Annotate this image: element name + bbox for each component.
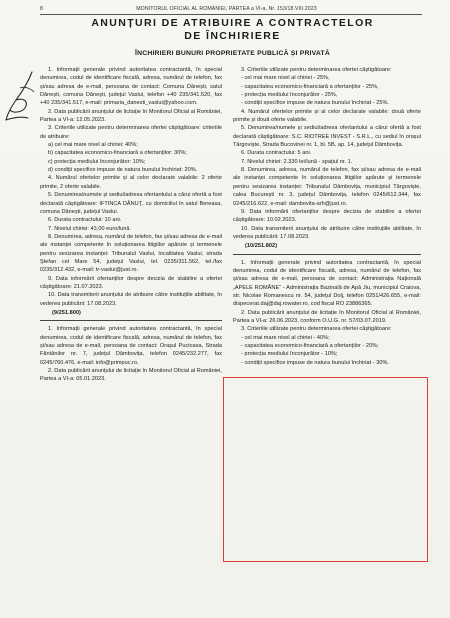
criteria-item: - condiții specifice impuse de natura bunului închiriat - 30%. <box>241 359 390 366</box>
section-subtitle: ÎNCHIRIERI BUNURI PROPRIETATE PUBLICĂ ȘI PRIVATĂ <box>135 50 330 57</box>
criteria-item: - protecția mediului înconjurător - 10%; <box>241 351 338 358</box>
highlight-annotation-box <box>223 377 428 562</box>
notice-paragraph: 1. Informații generale privind autoritatea contractantă, în special denumirea, codul de identificare fiscală, adresa, numărul de telefon, fax și/sau adresa de e-mail, persoana de contact: Administrația Națională „APELE ROMÂNE” - Administrația Bazinală de Apă Jiu, municipiul Craiova, str. Nicolae Romanescu nr. 54, județul Dolj, telefon 0251/426.655, e-mail: dispecerat.daj@daj.rowater.ro, cod fiscal RO 23886365. <box>233 259 421 308</box>
handwritten-signature <box>2 70 44 130</box>
notice-paragraph: c) protecția mediului înconjurător: 10%; <box>48 158 146 165</box>
notice-paragraph: 2. Data publicării anunțului de licitație în Monitorul Oficial al României, Partea a VI-a: 12.05.2023. <box>40 108 222 124</box>
notice-paragraph: d) condiții specifice impuse de natura bunului închiriat: 20%. <box>48 167 198 174</box>
section-divider <box>40 320 222 321</box>
notice-paragraph: 4. Numărul ofertelor primite și al celor declarate valabile: 2 oferte primite, 2 oferte valabile. <box>40 175 222 190</box>
criteria-item: - cel mai mare nivel al chiriei - 40%; <box>241 334 330 341</box>
notice-reference: (10/251.802) <box>245 243 278 250</box>
notice-paragraph: 5. Denumirea/numele și sediul/adresa ofertantului a cărui ofertă a fost declarată câștigătoare: IFTINCA DĂNUȚ, cu domiciliul în satul Bereasa, comuna Dănești, județul Vaslui. <box>40 192 222 215</box>
notice-paragraph: 1. Informații generale privind autoritatea contractantă, în special denumirea, codul de identificare fiscală, adresa, numărul de telefon, fax și/sau adresa de e-mail, persoana de contact: Comuna Dănești, satul Dănești, comuna Dănești, județul Vaslui, telefon +40 235/341.520, fax +40 235/341.517, e-mail: primaria_danesti_vaslui@yahoo.com. <box>40 67 222 107</box>
criteria-item: - capacitatea economico-financiară a ofertanților - 25%, <box>241 83 379 90</box>
criteria-item: - protecția mediului înconjurător - 25%, <box>241 92 338 99</box>
notice-paragraph: 10. Data transmiterii anunțului de atribuire către instituțiile abilitate, în vederea publicării: 17.08.2023. <box>40 292 222 307</box>
criteria-item: - cel mai mare nivel al chiriei - 25%, <box>241 75 330 82</box>
page-header <box>40 6 420 12</box>
publication-header: MONITORUL OFICIAL AL ROMÂNIEI, PARTEA a VI-a, Nr. 153/18.VIII.2023 <box>136 6 317 12</box>
document-title-line-1: ANUNȚURI DE ATRIBUIRE A CONTRACTELOR <box>91 17 374 29</box>
page-number: 8 <box>40 6 43 12</box>
notice-paragraph: 6. Durata contractului: 5 ani. <box>241 150 312 157</box>
notice-paragraph: 5. Denumirea/numele și sediul/adresa ofertantului a cărui ofertă a fost declarată câștigătoare: S.C. RIOTREE INVEST - S.R.L., cu sediul în orașul Târgoviște, Strada Bucovinei nr. 1, bl. 5B, ap. 14, județul Dâmbovița. <box>233 125 421 149</box>
criteria-item: - condiții specifice impuse de natura bunului închiriat - 25%. <box>241 100 390 107</box>
header-rule <box>40 14 422 15</box>
notice-paragraph: 8. Denumirea, adresa, numărul de telefon, fax și/sau adresa de e-mail ale instanței competente în soluționarea litigiilor apărute și termenele pentru sesizarea instanței: Tribunalul Dâmbovița, municipiul Târgoviște, calea București nr. 3, județul Dâmbovița, telefon 0245/612.344, fax 0245/216.622, e-mail: dambovita-arh@just.ro. <box>233 167 421 207</box>
notice-paragraph: 9. Data informării ofertanților despre decizia de stabilire a ofertei câștigătoare: 10.02.2023. <box>233 208 421 224</box>
notice-paragraph: 2. Data publicării anunțului de licitație în Monitorul Oficial al României, Partea a VI-a: 26.06.2023, conform O.U.G. nr. 57/03.07.2019. <box>233 309 421 324</box>
notice-paragraph: 9. Data informării ofertanților despre decizia de stabilire a ofertei câștigătoare: 21.07.2023. <box>40 275 222 290</box>
notice-paragraph: 3. Criteriile utilizate pentru determinarea ofertei câștigătoare: <box>241 67 392 73</box>
notice-paragraph: 7. Nivelul chiriei: 43,00 euro/lună. <box>48 225 132 232</box>
notice-paragraph: 10. Data transmiterii anunțului de atribuire către instituțiile abilitate, în vederea publicării: 17.08.2023. <box>233 225 421 240</box>
left-column <box>40 66 222 384</box>
notice-paragraph: 2. Data publicării anunțului de licitație în Monitorul Oficial al României, Partea a VI-a: 05.01.2023. <box>40 368 222 383</box>
notice-paragraph: 1. Informații generale privind autoritatea contractantă, în special denumirea, codul de identificare fiscală, adresa, numărul de telefon, fax și/sau adresa de e-mail, persoana de contact: Orașul Pucioasa, Strada Fântânilor nr. 7, județul Dâmbovița, telefon 0245/232.277, fax 0245/760.476, e-mail: info@primpuc.ro. <box>40 326 222 366</box>
notice-paragraph: 4. Numărul ofertelor primite și al celor declarate valabile: două oferte primite și două oferte valabile. <box>233 108 421 124</box>
notice-paragraph: b) capacitatea economico-financiară a ofertanților: 30%; <box>48 150 187 157</box>
notice-paragraph: 3. Criteriile utilizate pentru determinarea ofertei câștigătoare: criteriile de atribuire: <box>40 125 222 140</box>
notice-paragraph: 6. Durata contractului: 10 ani. <box>48 217 122 224</box>
criteria-item: - capacitatea economico-financiară a ofertanților - 20%; <box>241 343 379 349</box>
notice-reference: (9/251.800) <box>52 309 81 316</box>
notice-paragraph: 7. Nivelul chiriei: 2.330 lei/lună - spațiul nr. 1. <box>241 158 353 165</box>
notice-paragraph: 8. Denumirea, adresa, numărul de telefon, fax și/sau adresa de e-mail ale instanței competente în soluționarea litigiilor apărute și termenele pentru sesizarea instanței: Tribunalul Vaslui, localitatea Vaslui, strada Ștefan cel Mare 54, județul Vaslui, tel. 0235/311.562, tel./fax 0235/312.432, e-mail: tr-vaslui@just.ro. <box>40 233 222 274</box>
notice-paragraph: 3. Criteriile utilizate pentru determinarea ofertei câștigătoare: <box>241 326 392 333</box>
notice-paragraph: a) cel mai mare nivel al chiriei: 40%; <box>48 142 138 149</box>
document-title-line-2: DE ÎNCHIRIERE <box>184 30 281 42</box>
right-column <box>233 66 421 367</box>
section-divider <box>233 254 421 255</box>
